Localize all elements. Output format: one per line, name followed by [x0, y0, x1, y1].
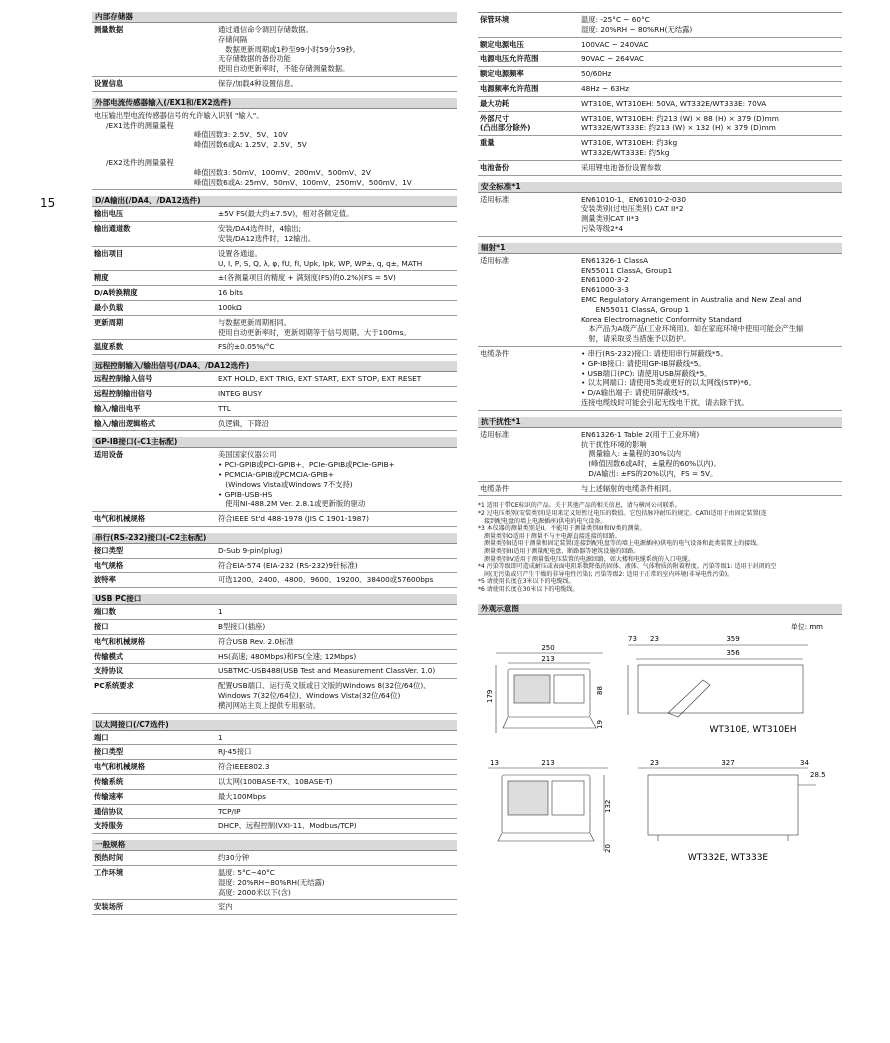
spec-value: 使用自动更新率时，不能存储测量数据。 — [218, 64, 350, 74]
svg-text:19: 19 — [596, 719, 604, 729]
spec-label: 电池备份 — [480, 162, 510, 172]
spec-label: 温度系数 — [94, 342, 124, 352]
section-dimensions — [478, 604, 842, 881]
spec-row — [478, 97, 842, 112]
spec-value — [579, 136, 842, 160]
spec-value — [216, 340, 457, 354]
spec-label: 设置信息 — [94, 78, 124, 88]
spec-value: 无存储数据的备份功能 — [218, 54, 291, 64]
spec-row — [92, 301, 457, 316]
spec-row — [92, 23, 457, 77]
spec-value: WT332E/WT333E: 约5kg — [581, 147, 670, 157]
spec-value: D/A输出: ±FS的20%以内，FS = 5V。 — [581, 468, 718, 478]
svg-text:213: 213 — [541, 654, 555, 663]
wt332-front-view — [488, 768, 608, 851]
svg-text:34: 34 — [800, 758, 809, 767]
spec-value — [216, 760, 457, 774]
spec-value — [216, 851, 457, 865]
spec-value: EXT HOLD, EXT TRIG, EXT START, EXT STOP, EXT RESET — [218, 374, 422, 384]
svg-text:356: 356 — [726, 648, 740, 657]
svg-text:73: 73 — [628, 634, 637, 643]
spec-label: 适用设备 — [94, 450, 124, 460]
spec-value: Windows 7(32位/64位)、Windows Vista(32位/64位) — [218, 691, 401, 701]
spec-value — [216, 372, 457, 386]
spec-label: 电源频率允许范围 — [480, 83, 539, 93]
spec-row — [92, 247, 457, 272]
spec-value: ±5V FS(最大约±7.5V)，相对各额定值。 — [218, 209, 354, 219]
spec-value — [216, 316, 457, 340]
spec-row — [92, 851, 457, 866]
spec-label: 电气和机械规格 — [94, 514, 146, 524]
spec-value — [216, 819, 457, 833]
spec-value: 安装/DA12选件时，12输出。 — [218, 233, 316, 243]
spec-value: EN61000-3-2 — [581, 275, 629, 285]
spec-value: WT310E, WT310EH: 50VA, WT332E/WT333E: 70VA — [581, 98, 767, 108]
spec-value — [579, 112, 842, 136]
spec-row — [478, 161, 842, 176]
section-usb — [92, 594, 457, 713]
spec-value: 约30分钟 — [218, 853, 250, 863]
spec-value — [216, 650, 457, 664]
spec-value — [216, 900, 457, 914]
spec-row — [92, 559, 457, 574]
spec-value: 符合EIA-574 (EIA-232 (RS-232)9针标准) — [218, 560, 358, 570]
spec-label: 电缆条件 — [480, 483, 510, 493]
spec-value — [216, 679, 457, 712]
spec-label: 输入/输出逻辑格式 — [94, 418, 156, 428]
spec-value — [579, 97, 842, 111]
spec-row — [92, 900, 457, 915]
spec-label: 预热时间 — [94, 853, 124, 863]
spec-label: 适用标准 — [480, 255, 510, 265]
spec-value — [216, 731, 457, 745]
spec-value: (Windows Vista或Windows 7不支持) — [218, 479, 353, 489]
spec-row — [92, 372, 457, 387]
spec-row — [478, 428, 842, 482]
spec-value — [216, 745, 457, 759]
spec-row — [92, 819, 457, 834]
spec-label: 测量数据 — [94, 25, 124, 34]
section-title: 内部存储器 — [92, 12, 457, 23]
spec-value — [216, 247, 457, 271]
svg-text:13: 13 — [490, 758, 499, 767]
spec-row — [92, 286, 457, 301]
spec-value: FS的±0.05%/°C — [218, 342, 275, 352]
spec-value: 配置USB端口、运行英文版或日文版的Windows 8(32位/64位)、 — [218, 681, 431, 691]
spec-value — [216, 664, 457, 678]
spec-value: 射，请采取妥当措施予以防护。 — [581, 334, 691, 344]
spec-value: • GPIB-USB-HS — [218, 489, 273, 499]
spec-label: 精度 — [94, 273, 109, 283]
spec-value: 通过通信命令调回存储数据。 — [218, 25, 313, 34]
spec-label: 保管环境 — [480, 15, 510, 24]
spec-row — [92, 664, 457, 679]
section-title: 外观示意图 — [478, 604, 842, 615]
spec-label: 接口 — [94, 622, 109, 632]
spec-value: U, I, P, S, Q, λ, φ, fU, fI, Upk, Ipk, WP, WP±, q, q±, MATH — [218, 258, 423, 268]
spec-value: 最大100Mbps — [218, 791, 266, 801]
spec-value: 100VAC ~ 240VAC — [581, 39, 649, 49]
svg-text:250: 250 — [541, 643, 555, 652]
spec-label: 电气和机械规格 — [94, 636, 146, 646]
spec-row — [92, 635, 457, 650]
spec-row — [92, 573, 457, 588]
spec-label: 适用标准 — [480, 429, 510, 439]
spec-label: D/A转换精度 — [94, 288, 138, 298]
spec-value: EN55011 ClassA, Group1 — [581, 265, 673, 275]
spec-value: 温度: -25°C ~ 60°C — [581, 15, 650, 24]
spec-row — [92, 731, 457, 746]
svg-text:23: 23 — [650, 758, 659, 767]
dimension-drawing — [478, 615, 842, 877]
spec-row — [92, 790, 457, 805]
svg-text:179: 179 — [486, 689, 494, 703]
spec-value: EN61326-1 ClassA — [581, 255, 649, 265]
spec-label: 更新周期 — [94, 317, 124, 327]
spec-row — [92, 620, 457, 635]
spec-value: WT310E, WT310EH: 约213 (W) × 88 (H) × 379 (D)mm — [581, 113, 779, 123]
spec-value — [216, 448, 457, 511]
wt310-side-view — [628, 645, 808, 717]
section-title: USB PC接口 — [92, 594, 457, 605]
spec-value — [216, 207, 457, 221]
section-title: 一般规格 — [92, 840, 457, 851]
spec-value — [579, 347, 842, 410]
spec-value: (峰值因数6或A时，±量程的60%以内)。 — [581, 459, 721, 469]
spec-value — [216, 790, 457, 804]
spec-value: 符合IEEE802.3 — [218, 762, 270, 772]
section-da-output — [92, 196, 457, 355]
spec-value — [579, 193, 842, 236]
spec-value — [579, 428, 842, 481]
spec-value — [216, 559, 457, 573]
unit-label: 单位: mm — [790, 622, 823, 631]
spec-label: 传输模式 — [94, 651, 124, 661]
spec-value — [216, 620, 457, 634]
spec-value: 本产品为A级产品(工业环境用)。如在家庭环境中使用可能会产生辐 — [581, 324, 804, 334]
ext-sensor-body: 电压输出型电流传感器信号的允许输入识别 "输入"。 /EX1选件的测量量程 峰值因数3: 2.5V、5V、10V 峰值因数6或A: 1.25V、2.5V、5V /EX2选件的测量量程 峰值因数3: 50mV、100mV、200mV、500mV、2V 峰值因数6或A: 25mV、50mV、100mV、250mV、500mV、1V — [92, 109, 457, 191]
spec-value: DHCP、远程控制(VXI-11、Modbus/TCP) — [218, 821, 357, 831]
spec-value: • 串行(RS-232)接口: 请使用串行屏蔽线*5。 — [581, 348, 728, 358]
section-title: 安全标准*1 — [478, 182, 842, 193]
svg-text:28.5: 28.5 — [810, 770, 826, 779]
spec-value: 测量类别CAT II*3 — [581, 214, 640, 224]
spec-value: 16 bits — [218, 288, 243, 298]
spec-value: 可选1200、2400、4800、9600、19200、38400或57600bps — [218, 575, 434, 585]
spec-value — [216, 222, 457, 246]
spec-value: 90VAC ~ 264VAC — [581, 54, 644, 64]
spec-row — [478, 136, 842, 161]
spec-value: • USB端口(PC): 请使用USB屏蔽线*5。 — [581, 368, 712, 378]
spec-label: 传输系统 — [94, 777, 124, 787]
spec-label: 端口 — [94, 732, 109, 742]
spec-value: 数据更新周期或1秒至99小时59分59秒。 — [218, 44, 360, 54]
spec-label: 通信协议 — [94, 806, 124, 816]
spec-value — [579, 254, 842, 346]
svg-text:88: 88 — [596, 685, 604, 695]
spec-value: 50/60Hz — [581, 69, 612, 79]
spec-value — [216, 402, 457, 416]
svg-text:359: 359 — [726, 634, 740, 643]
spec-value: WT332E/WT333E: 约213 (W) × 132 (H) × 379 (D)mm — [581, 123, 776, 133]
spec-value: 连接电缆线时可能会引起无线电干扰，请去除干扰。 — [581, 397, 749, 407]
spec-label: 输出项目 — [94, 248, 124, 258]
spec-value: EMC Regulatory Arrangement in Australia and New Zeal and — [581, 294, 802, 304]
model-label: WT310E, WT310EH — [709, 724, 797, 735]
spec-value: 污染等级2*4 — [581, 223, 624, 233]
section-title: 以太网接口(/C7选件) — [92, 720, 457, 731]
spec-value: 横河网站主页上提供专用驱动。 — [218, 700, 321, 710]
spec-value — [216, 387, 457, 401]
spec-label: 安装场所 — [94, 902, 124, 912]
spec-label: 电源电压允许范围 — [480, 54, 539, 64]
spec-row — [478, 347, 842, 411]
spec-label: 电缆条件 — [480, 348, 510, 358]
spec-row — [92, 402, 457, 417]
spec-value — [216, 544, 457, 558]
spec-label: 支持协议 — [94, 666, 124, 676]
spec-row — [478, 67, 842, 82]
spec-row — [92, 448, 457, 512]
spec-value: 与数据更新周期相同。 — [218, 317, 291, 327]
spec-value — [216, 605, 457, 619]
spec-label: 额定电源电压 — [480, 39, 524, 49]
spec-value — [216, 866, 457, 899]
section-title: 外部电流传感器输入(/EX1和/EX2选件) — [92, 98, 457, 109]
spec-value — [579, 482, 842, 496]
spec-row — [92, 512, 457, 527]
left-column — [92, 12, 457, 921]
spec-label: 外部尺寸 (凸出部分除外) — [480, 113, 531, 133]
spec-value: 与上述辐射的电缆条件相同。 — [581, 483, 676, 493]
section-ext-sensor — [92, 98, 457, 191]
section-title: 串行(RS-232)接口(-C2主标配) — [92, 533, 457, 544]
svg-text:23: 23 — [650, 634, 659, 643]
spec-label: 输入/输出电平 — [94, 403, 141, 413]
spec-value: HS(高速; 480Mbps)和FS(全速; 12Mbps) — [218, 651, 357, 661]
spec-label: 传输速率 — [94, 791, 124, 801]
spec-value — [216, 512, 457, 526]
spec-label: 最大功耗 — [480, 98, 510, 108]
spec-row — [478, 482, 842, 497]
svg-text:132: 132 — [604, 799, 612, 813]
spec-label: 工作环境 — [94, 868, 124, 878]
spec-value: D-Sub 9-pin(plug) — [218, 545, 283, 555]
spec-value: • PCI-GPIB或PCI-GPIB+、PCIe-GPIB或PCIe-GPIB+ — [218, 460, 395, 470]
wt310-front-view — [496, 653, 603, 733]
spec-value — [216, 775, 457, 789]
page-number: 15 — [40, 196, 56, 210]
spec-value: 1 — [218, 732, 223, 742]
spec-value: USBTMC-USB488(USB Test and Measurement ClassVer. 1.0) — [218, 666, 436, 676]
spec-value: 100kΩ — [218, 302, 242, 312]
spec-row — [92, 222, 457, 247]
section-serial — [92, 533, 457, 588]
spec-value — [579, 67, 842, 81]
spec-value: • D/A输出端子: 请使用屏蔽线*5。 — [581, 388, 695, 398]
spec-row — [478, 254, 842, 347]
spec-value: Korea Electromagnetic Conformity Standard — [581, 314, 742, 324]
spec-value — [216, 417, 457, 431]
spec-value: 符合IEEE St'd 488-1978 (JIS C 1901-1987) — [218, 514, 369, 524]
spec-value: 以太网(100BASE-TX、10BASE-T) — [218, 777, 333, 787]
spec-row — [92, 77, 457, 92]
spec-value: 安装类别(过电压类别) CAT II*2 — [581, 204, 684, 214]
spec-row — [92, 866, 457, 900]
spec-value: 温度: 5°C~40°C — [218, 868, 275, 878]
spec-value: 1 — [218, 607, 223, 617]
section-safety — [478, 182, 842, 237]
spec-value: 符合USB Rev. 2.0标准 — [218, 636, 294, 646]
spec-row — [92, 679, 457, 713]
spec-value — [579, 82, 842, 96]
spec-value — [216, 805, 457, 819]
spec-row — [92, 316, 457, 341]
spec-value — [216, 573, 457, 587]
svg-text:20: 20 — [604, 843, 612, 853]
spec-value: EN61010-1、EN61010-2-030 — [581, 194, 686, 204]
section-title: D/A输出(/DA4、/DA12选件) — [92, 196, 457, 207]
spec-row — [478, 52, 842, 67]
footnotes: *1 适用于带CE标识的产品。关于其他产品的相关信息，请与横河公司联系。 *2 过电压类别(安装类别)是用来定义短暂过电压的数值。它包括脉冲耐压的规定。CATII适用于由固定装置(连 接到配电盘的墙上电源插座)供电的电气设备。 *3 本仪器的测量类别是II。不能用于测量类别III和IV类的测量。 测量类别O适用于测量不与主电源直接连接的回路。 测量类别II适用于测量和固定装置(连接到配电盘等的墙上电源插座)供电的电气设备和此类装置上的接线。 测量类别III适用于测量配电盘、断路器等建筑设施的回路。 测量类别IV适用于测量低电压装置的电源回路，如大楼和电缆系统的入口电缆。 *4 污染等级即可造成耐压或表面电阻系数降低的固体、液体、气体物质的附着程度。污染等级1: 适用于封闭的空 间(无污染或只产生干燥的非导电性污染); 污染等级2: 适用于正常的室内环境(非导电性污染)。 *5 请使用长度在3米以下的电缆线。 *6 请使用长度在30米以下的电缆线。 — [478, 502, 777, 594]
spec-value — [216, 301, 457, 315]
spec-row — [478, 193, 842, 237]
spec-value: EN61326-1 Table 2(用于工业环境) — [581, 429, 700, 439]
spec-value — [216, 635, 457, 649]
spec-row — [92, 544, 457, 559]
spec-value — [579, 161, 842, 175]
spec-label: 最小负载 — [94, 302, 124, 312]
spec-row — [92, 745, 457, 760]
spec-label: 接口类型 — [94, 545, 124, 555]
section-storage — [92, 12, 457, 92]
spec-value: • 以太网端口: 请使用5类或更好的以太网线(STP)*6。 — [581, 378, 756, 388]
spec-row — [92, 650, 457, 665]
spec-row — [92, 760, 457, 775]
spec-label: 适用标准 — [480, 194, 510, 204]
spec-value: 安装/DA4选件时，4输出; — [218, 224, 302, 234]
spec-label: 波特率 — [94, 575, 116, 585]
spec-value: 使用NI-488.2M Ver. 2.8.1或更新版的驱动 — [218, 499, 366, 509]
spec-row — [92, 775, 457, 790]
spec-row — [92, 387, 457, 402]
spec-label: 电气和机械规格 — [94, 762, 146, 772]
section-remote — [92, 361, 457, 431]
section-title: 远程控制输入/输出信号(/DA4、/DA12选件) — [92, 361, 457, 372]
spec-value: TCP/IP — [218, 806, 241, 816]
spec-label: 接口类型 — [94, 747, 124, 757]
spec-label: 远程控制输入信号 — [94, 374, 153, 384]
spec-row — [92, 271, 457, 286]
spec-value: 湿度: 20%RH ~ 80%RH(无结露) — [581, 24, 693, 34]
spec-value: 48Hz ~ 63Hz — [581, 83, 629, 93]
spec-value: 保存/加载4种设置信息。 — [218, 78, 299, 88]
spec-value: 湿度: 20%RH~80%RH(无结露) — [218, 877, 325, 887]
spec-row — [478, 38, 842, 53]
svg-text:213: 213 — [541, 758, 555, 767]
spec-row — [92, 805, 457, 820]
spec-value — [216, 23, 457, 76]
spec-row — [92, 340, 457, 355]
section-gpib — [92, 437, 457, 527]
section-title: 辐射*1 — [478, 243, 842, 254]
spec-label: 重量 — [480, 138, 495, 148]
spec-value: EN61000-3-3 — [581, 285, 629, 295]
section-title: GP-IB接口(-C1主标配) — [92, 437, 457, 448]
spec-row — [92, 605, 457, 620]
spec-value — [216, 77, 457, 91]
spec-value — [216, 271, 457, 285]
right-column — [478, 12, 842, 887]
spec-value: 存储间隔 — [218, 34, 248, 44]
svg-text:327: 327 — [721, 758, 735, 767]
spec-value — [579, 13, 842, 37]
section-general — [92, 840, 457, 915]
spec-label: 电气规格 — [94, 560, 124, 570]
spec-row — [478, 112, 842, 137]
spec-label: 额定电源频率 — [480, 69, 524, 79]
spec-value: EN55011 ClassA, Group 1 — [581, 304, 690, 314]
section-title: 抗干扰性*1 — [478, 417, 842, 428]
spec-value: 美国国家仪器公司 — [218, 450, 277, 460]
spec-value: INTEG BUSY — [218, 388, 263, 398]
section-power-env — [478, 12, 842, 176]
spec-value — [216, 286, 457, 300]
spec-value: 测量输入: ±量程的30%以内 — [581, 449, 682, 459]
section-emission — [478, 243, 842, 411]
spec-value: 室内 — [218, 902, 233, 912]
spec-row — [478, 82, 842, 97]
spec-value: • GP-IB接口: 请使用GP-IB屏蔽线*5。 — [581, 358, 706, 368]
wt332-side-view — [638, 768, 816, 841]
spec-value: WT310E, WT310EH: 约3kg — [581, 138, 678, 148]
spec-value: 高度: 2000米以下(含) — [218, 887, 291, 897]
spec-value: B型接口(插座) — [218, 622, 266, 632]
spec-value: RJ-45接口 — [218, 747, 252, 757]
model-label: WT332E, WT333E — [687, 852, 769, 863]
section-ethernet — [92, 720, 457, 835]
spec-row — [92, 207, 457, 222]
spec-label: 远程控制输出信号 — [94, 388, 153, 398]
spec-value: 抗干扰性环境的影响 — [581, 439, 647, 449]
spec-label: 输出电压 — [94, 209, 124, 219]
spec-value: 设置各通道。 — [218, 248, 262, 258]
spec-label: 输出通道数 — [94, 224, 131, 234]
spec-value — [579, 38, 842, 52]
spec-value: 负逻辑，下降沿 — [218, 418, 270, 428]
spec-value — [579, 52, 842, 66]
section-immunity — [478, 417, 842, 497]
spec-label: 支持服务 — [94, 821, 124, 831]
spec-value: • PCMCIA-GPIB或PCMCIA-GPIB+ — [218, 469, 334, 479]
spec-label: PC系统要求 — [94, 681, 134, 691]
spec-value: 采用锂电池备份设置参数 — [581, 162, 662, 172]
spec-row — [92, 417, 457, 432]
spec-value: TTL — [218, 403, 231, 413]
spec-value: 使用自动更新率时，更新周期等于信号周期。大于100ms。 — [218, 327, 411, 337]
spec-value: ±(各测量项目的精度 + 满刻度(FS)的0.2%)(FS = 5V) — [218, 273, 396, 283]
spec-label: 端口数 — [94, 607, 116, 617]
spec-row — [478, 13, 842, 38]
